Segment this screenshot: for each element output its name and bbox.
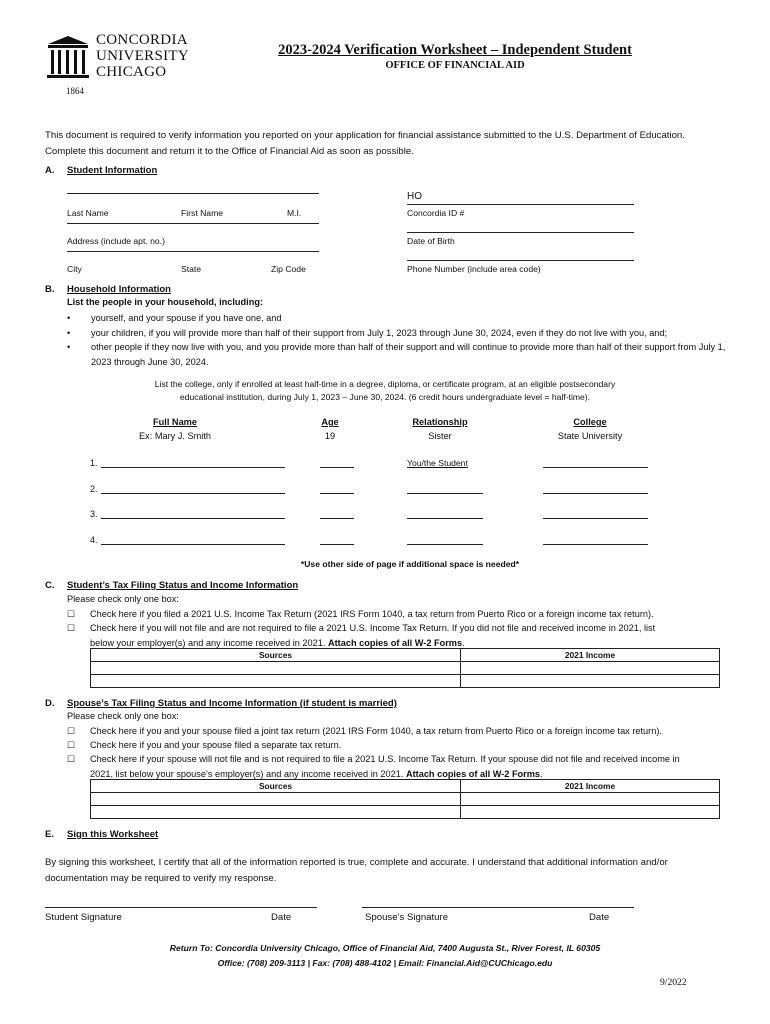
checkbox[interactable]: ☐ [67,623,76,633]
section-b-letter: B. [45,284,55,295]
list-item: • yourself, and your spouse if you have one, and [67,313,282,323]
logo-year: 1864 [66,86,84,96]
col-income: 2021 Income [461,649,720,662]
mi-label: M.I. [287,208,302,218]
return-address: Return To: Concordia University Chicago, Office of Financial Aid, 7400 Augusta St., River Forest, IL 60305 [169,943,601,953]
household-name-3[interactable] [101,518,285,519]
name-line[interactable] [67,193,319,194]
household-name-4[interactable] [101,544,285,545]
student-date-label: Date [271,912,292,923]
col-income: 2021 Income [461,780,720,793]
list-item: • your children, if you will provide more than half of their support from July 1, 2023 through June 30, 2024, even if they do not live with you, and; [67,327,668,338]
section-c-instruction: Please check only one box: [67,594,179,604]
table-row [91,806,720,819]
college-note: List the college, only if enrolled at least half-time in a degree, diploma, or certificate program, at an eligible postsecondary educational institution, during July 1, 2023 – June 30, 2024. (6 credit hours undergraduate level = half-time). [154,379,616,402]
section-d-instruction: Please check only one box: [67,711,179,721]
section-d-letter: D. [45,698,55,709]
household-age-3[interactable] [320,518,354,519]
section-c-title: Student’s Tax Filing Status and Income Information [67,580,299,591]
household-relationship-3[interactable] [407,518,483,519]
household-age-4[interactable] [320,544,354,545]
page-title: 2023-2024 Verification Worksheet – Independent Student [278,42,632,58]
dob-line[interactable] [407,232,634,233]
section-e-title: Sign this Worksheet [67,829,159,840]
col-college: College [573,417,607,427]
city-state-zip-line[interactable] [67,251,319,252]
section-a-letter: A. [45,165,55,176]
concordia-id-line[interactable] [407,204,634,205]
household-college-2[interactable] [543,493,648,494]
spouse-not-filed-option[interactable]: ☐ Check here if your spouse will not file and is not required to file a 2021 U.S. Income Tax Return. If your spouse did not file and received income in 2021, list below your spouse’s employer(s) and any income received in 2021. Attach copies of all W-2 Forms. [67,752,727,781]
col-sources: Sources [91,780,461,793]
household-relationship-4[interactable] [407,544,483,545]
table-row [91,662,720,675]
address-line[interactable] [67,223,319,224]
university-logo-text [96,32,189,80]
revision-date: 9/2022 [660,977,687,988]
household-college-3[interactable] [543,518,648,519]
contact-info: Office: (708) 209-3113 | Fax: (708) 488-4102 | Email: Financial.Aid@CUChicago.edu [217,958,553,968]
col-full-name: Full Name [153,417,197,427]
checkbox[interactable]: ☐ [67,609,76,619]
phone-line[interactable] [407,260,634,261]
spouse-separate-option[interactable]: ☐ Check here if you and your spouse filed a separate tax return. [67,738,727,753]
household-college-1[interactable] [543,467,648,468]
example-college: State University [557,431,623,441]
certification-text: By signing this worksheet, I certify that all of the information reported is true, complete and accurate. I understand that additional information and/or documentation may be required to verify my response. [45,857,668,884]
logo-line-3: CHICAGO [96,64,167,80]
student-not-filed-option[interactable]: ☐ Check here if you will not file and are not required to file a 2021 U.S. Income Tax Return. If you did not file and received income in 2021, list below your employer(s) and any income received in 2021. Attach copies of all W-2 Forms. [67,621,727,650]
section-e-letter: E. [45,829,54,840]
student-filed-option[interactable]: ☐ Check here if you filed a 2021 U.S. Income Tax Return (2021 IRS Form 1040, a tax return from Puerto Rico or a foreign income tax return). [67,607,727,622]
household-college-4[interactable] [543,544,648,545]
spouse-signature-label: Spouse’s Signature [365,912,449,923]
spouse-joint-option[interactable]: ☐ Check here if you and your spouse filed a joint tax return (2021 IRS Form 1040, a tax return from Puerto Rico or a foreign income tax return). [67,724,727,739]
col-sources: Sources [91,649,461,662]
household-subtitle: List the people in your household, including: [67,297,263,307]
household-name-1[interactable] [101,467,285,468]
phone-label: Phone Number (include area code) [407,264,541,274]
row-number: 3. [90,509,98,519]
page-subtitle: OFFICE OF FINANCIAL AID [385,60,525,71]
list-item: • other people if they now live with you, and you provide more than half of their support and will continue to provide more than half of their support from July 1, 2023 through June 30, 2024. [67,342,726,367]
city-label: City [67,264,82,274]
zip-label: Zip Code [271,264,306,274]
section-c-letter: C. [45,580,55,591]
col-age: Age [321,417,339,427]
household-age-1[interactable] [320,467,354,468]
example-name: Ex: Mary J. Smith [139,431,211,441]
row-number: 4. [90,535,98,545]
concordia-id-label: Concordia ID # [407,208,465,218]
spouse-signature-line[interactable] [362,907,634,908]
dob-label: Date of Birth [407,236,455,246]
example-age: 19 [324,431,336,441]
student-signature-line[interactable] [45,907,317,908]
household-age-2[interactable] [320,493,354,494]
intro-paragraph: This document is required to verify information you reported on your application for financial assistance submitted to the U.S. Department of Education. Complete this document and return it to the Office of Financial Aid as soon as possible. [45,130,685,157]
logo-line-2: UNIVERSITY [96,48,189,64]
household-relationship-1: You/the Student [407,458,468,468]
section-b-title: Household Information [67,284,171,295]
state-label: State [181,264,202,274]
household-bullet-list [67,311,727,369]
col-relationship: Relationship [412,417,468,427]
address-label: Address (include apt. no.) [67,236,165,246]
checkbox[interactable]: ☐ [67,726,76,736]
extra-space-note: *Use other side of page if additional space is needed* [300,559,520,569]
logo-line-1: CONCORDIA [96,32,188,48]
checkbox[interactable]: ☐ [67,754,76,764]
student-signature-label: Student Signature [45,912,122,923]
section-d-title: Spouse’s Tax Filing Status and Income Information (if student is married) [67,698,397,709]
row-number: 2. [90,484,98,494]
table-row [91,675,720,688]
university-building-icon [46,34,90,80]
household-relationship-2[interactable] [407,493,483,494]
student-income-table [90,648,720,688]
household-name-2[interactable] [101,493,285,494]
id-prefix: HO [407,191,422,202]
row-number: 1. [90,458,98,468]
section-a-title: Student Information [67,165,158,176]
checkbox[interactable]: ☐ [67,740,76,750]
spouse-date-label: Date [589,912,610,923]
spouse-income-table [90,779,720,819]
last-name-label: Last Name [67,208,109,218]
table-row [91,793,720,806]
first-name-label: First Name [181,208,224,218]
example-relationship: Sister [428,431,452,441]
